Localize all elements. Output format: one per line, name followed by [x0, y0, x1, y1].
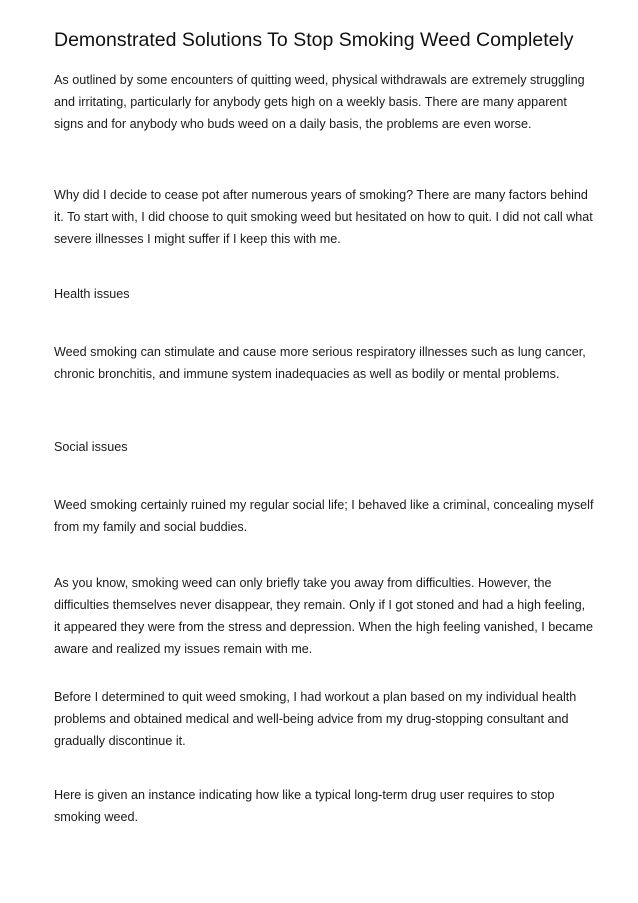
paragraph-health-issues: Weed smoking can stimulate and cause more serious respiratory illnesses such as lung cancer, chronic bronchitis, and immune system inadequacies as well as bodily or mental problems.: [54, 345, 586, 381]
paragraph-intro: As outlined by some encounters of quitting weed, physical withdrawals are extremely struggling and irritating, particularly for anybody gets high on a weekly basis. There are many apparent signs and for anybody who buds weed on a daily basis, the problems are even worse.: [54, 73, 585, 131]
paragraph-instance: Here is given an instance indicating how like a typical long-term drug user requires to stop smoking weed.: [54, 788, 555, 824]
section-heading-social-issues: Social issues: [54, 440, 128, 454]
paragraph-difficulties: As you know, smoking weed can only briefly take you away from difficulties. However, the difficulties themselves never disappear, they remain. Only if I got stoned and had a high feeling, it appeared they were from the stress and depression. When the high feeling vanished, I became aware and realized my issues remain with me.: [54, 576, 594, 656]
section-heading-health-issues: Health issues: [54, 287, 130, 301]
paragraph-social-issues: Weed smoking certainly ruined my regular social life; I behaved like a criminal, concealing myself from my family and social buddies.: [54, 498, 594, 534]
paragraph-plan: Before I determined to quit weed smoking, I had workout a plan based on my individual health problems and obtained medical and well-being advice from my drug-stopping consultant and gradually discontinue it.: [54, 690, 577, 748]
page-title: Demonstrated Solutions To Stop Smoking Weed Completely: [54, 29, 574, 51]
paragraph-why-cease: Why did I decide to cease pot after numerous years of smoking? There are many factors behind it. To start with, I did choose to quit smoking weed but hesitated on how to quit. I did not call what severe illnesses I might suffer if I keep this with me.: [54, 188, 593, 246]
